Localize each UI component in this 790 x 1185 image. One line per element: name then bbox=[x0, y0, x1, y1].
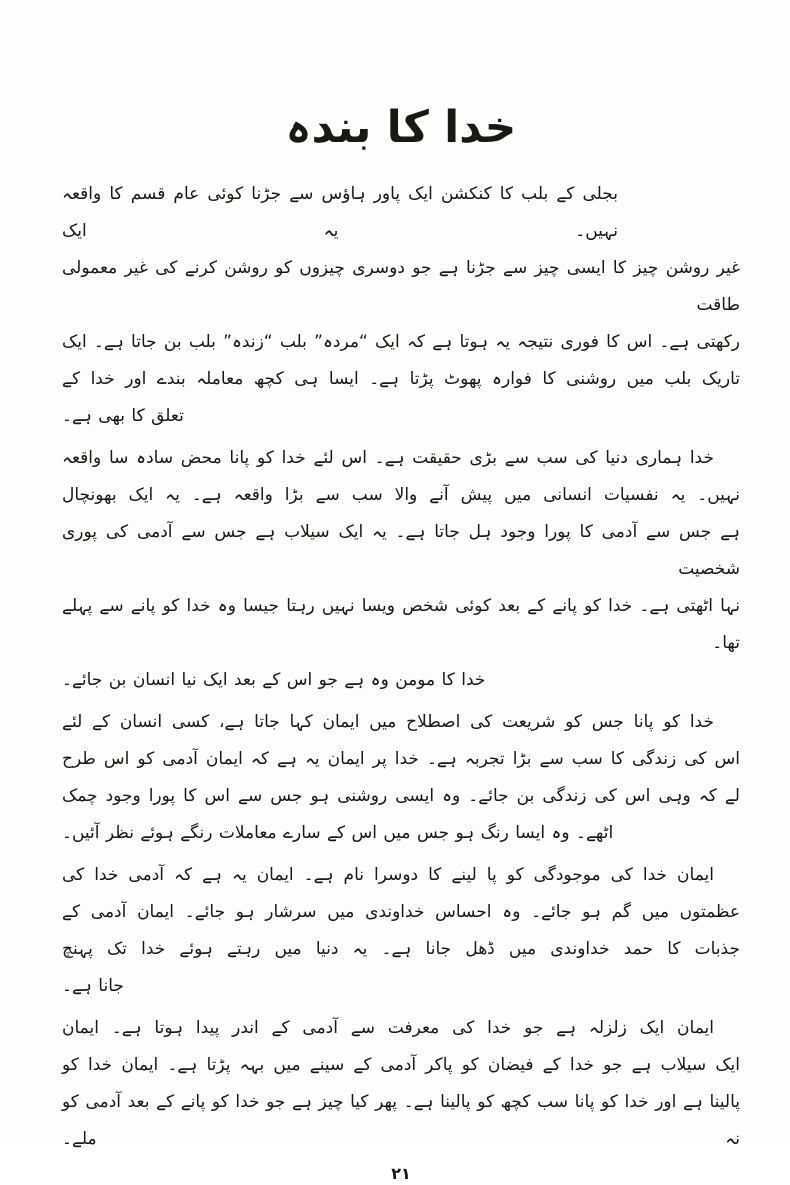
text-line: خدا ہماری دنیا کی سب سے بڑی حقیقت ہے۔ اس لئے خدا کو پانا محض سادہ سا واقعہ bbox=[62, 448, 714, 468]
text-line: لے کہ وہی اس کی زندگی بن جائے۔ وہ ایسی روشنی ہو جس سے اس کا پورا وجود چمک bbox=[62, 786, 740, 806]
page-title: خدا کا بندہ bbox=[285, 102, 517, 153]
text-line: جذبات کا حمد خداوندی میں ڈھل جانا ہے۔ یہ دنیا میں رہتے ہوئے خدا تک پہنچ bbox=[62, 939, 740, 959]
text-line: ایک سیلاب ہے جو خدا کے فیضان کو پاکر آدمی کے سینے میں بہہ پڑتا ہے۔ ایمان خدا کو bbox=[62, 1055, 740, 1075]
text-line: خدا کو پانا جس کو شریعت کی اصطلاح میں ایمان کہا جاتا ہے، کسی انسان کے لئے bbox=[62, 712, 714, 732]
text-block bbox=[62, 176, 740, 1158]
text-line: نہیں۔ یہ نفسیات انسانی میں پیش آنے والا سب سے بڑا واقعہ ہے۔ یہ ایک بھونچال bbox=[62, 485, 740, 505]
text-line: اٹھے۔ وہ ایسا رنگ ہو جس میں اس کے سارے معاملات رنگے ہوئے نظر آئیں۔ bbox=[62, 823, 614, 843]
text-line: تاریک بلب میں روشنی کا فوارہ پھوٹ پڑتا ہے۔ ایسا ہی کچھ معاملہ بندے اور خدا کے bbox=[62, 369, 740, 389]
page-number: ۲۱ bbox=[391, 1164, 411, 1183]
text-line: غیر روشن چیز کا ایسی چیز سے جڑنا ہے جو دوسری چیزوں کو روشن کرنے کی غیر معمولی طاقت bbox=[62, 258, 740, 315]
text-line: نہا اٹھتی ہے۔ خدا کو پانے کے بعد کوئی شخص ویسا نہیں رہتا جیسا وہ خدا کو پانے سے پہلے تھا۔ bbox=[62, 596, 740, 653]
text-line: عظمتوں میں گم ہو جائے۔ وہ احساس خداوندی میں سرشار ہو جائے۔ ایمان آدمی کے bbox=[62, 902, 740, 922]
text-line: اس کی زندگی کا سب سے بڑا تجربہ ہے۔ خدا پر ایمان یہ ہے کہ ایمان آدمی کو اس طرح bbox=[62, 749, 740, 769]
paragraph bbox=[62, 704, 740, 852]
paragraph bbox=[62, 440, 740, 699]
text-line: تعلق کا بھی ہے۔ bbox=[62, 406, 184, 426]
text-line: خدا کا مومن وہ ہے جو اس کے بعد ایک نیا انسان بن جائے۔ bbox=[62, 670, 486, 690]
text-line: جانا ہے۔ bbox=[62, 976, 124, 996]
text-line: ایمان ایک زلزلہ ہے جو خدا کی معرفت سے آدمی کے اندر پیدا ہوتا ہے۔ ایمان bbox=[62, 1018, 714, 1038]
text-line: ایمان خدا کی موجودگی کو پا لینے کا دوسرا نام ہے۔ ایمان یہ ہے کہ آدمی خدا کی bbox=[62, 865, 714, 885]
paragraph bbox=[62, 1010, 740, 1158]
text-line: بجلی کے بلب کا کنکشن ایک پاور ہاؤس سے جڑنا کوئی عام قسم کا واقعہ نہیں۔ یہ ایک bbox=[62, 184, 618, 241]
text-line: رکھتی ہے۔ اس کا فوری نتیجہ یہ ہوتا ہے کہ ایک “مردہ” بلب “زندہ” بلب بن جاتا ہے۔ ایک bbox=[62, 332, 740, 352]
text-line: ہے جس سے آدمی کا پورا وجود ہل جاتا ہے۔ یہ ایک سیلاب ہے جس سے آدمی کی پوری شخصیت bbox=[62, 522, 740, 579]
paragraph bbox=[62, 176, 740, 435]
paragraph bbox=[62, 857, 740, 1005]
text-line: پالینا ہے اور خدا کو پانا سب کچھ کو پالینا ہے۔ پھر کیا چیز ہے جو خدا کو پانے کے بعد آدمی کو نہ ملے۔ bbox=[62, 1092, 740, 1149]
